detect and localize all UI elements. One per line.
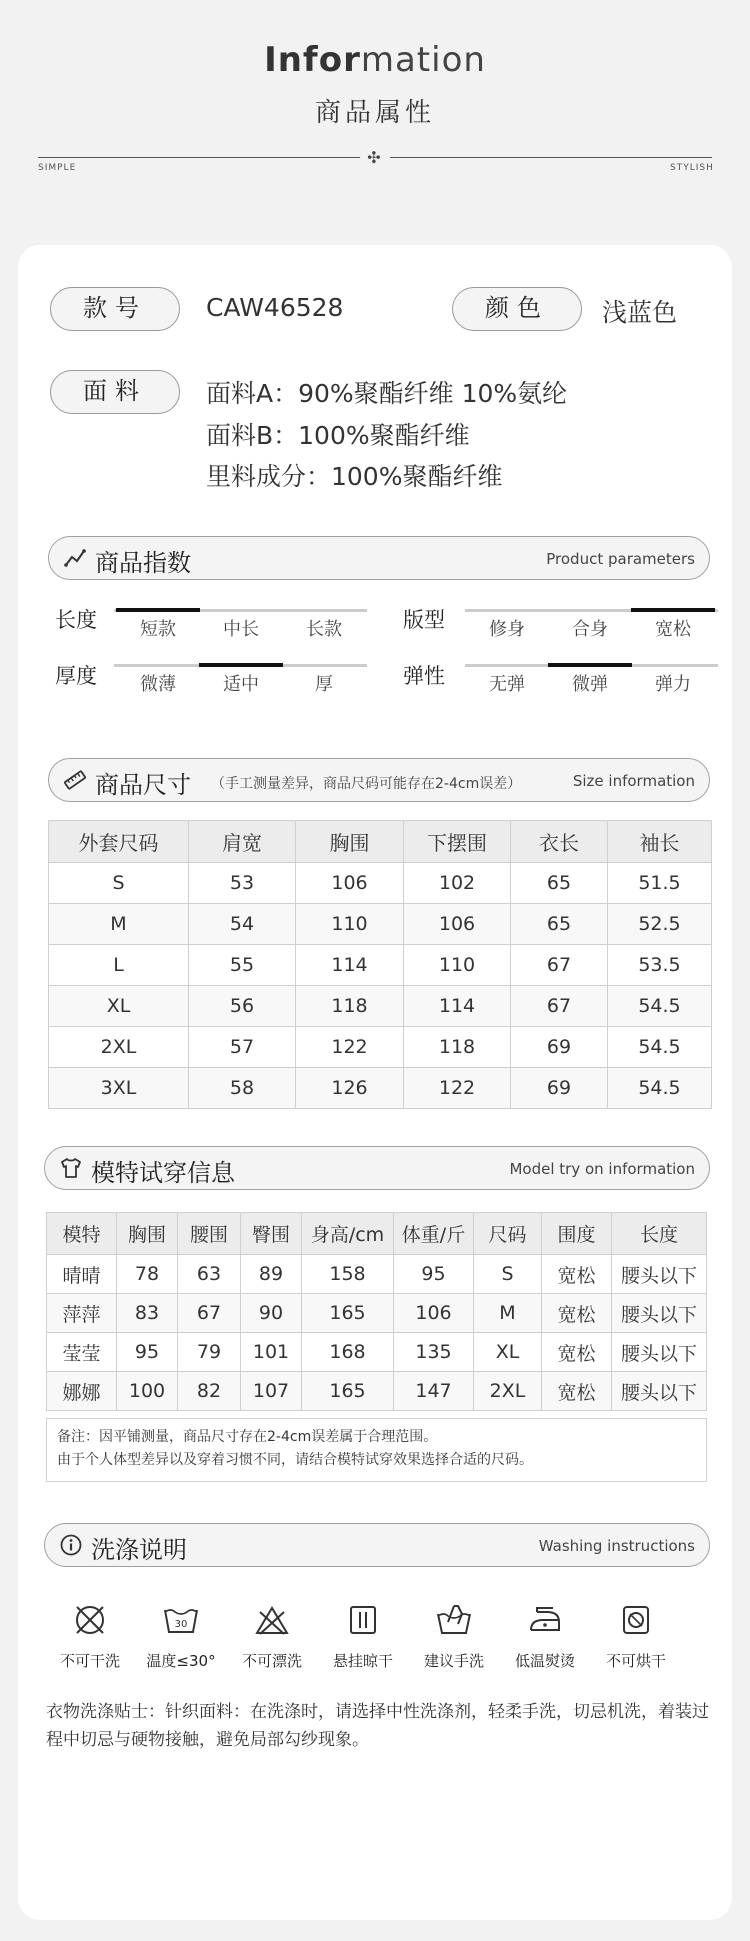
- table-cell: 54: [189, 904, 296, 945]
- wash-label: 低温熨烫: [514, 1652, 575, 1670]
- info-icon: [59, 1533, 83, 1557]
- table-cell: 娜娜: [47, 1372, 117, 1411]
- header-subtitle: 商品属性: [314, 98, 435, 128]
- table-cell: 宽松: [542, 1333, 612, 1372]
- model-section-header: [44, 1146, 710, 1190]
- table-cell: 122: [404, 1068, 511, 1109]
- hang-dry-icon: [343, 1600, 383, 1640]
- table-cell: 168: [302, 1333, 394, 1372]
- param-thickness-selected: [199, 663, 283, 667]
- color-label: 颜色: [452, 287, 582, 331]
- model-table-row: [47, 1372, 707, 1411]
- wash-item: [227, 1600, 317, 1671]
- param-fit-label: 版型: [403, 608, 445, 632]
- model-col-header: 臀围: [241, 1213, 302, 1255]
- params-section-header: [48, 536, 710, 580]
- remark-line: 由于个人体型差异以及穿着习惯不同，请结合模特试穿效果选择合适的尺码。: [57, 1452, 533, 1468]
- table-cell: 65: [511, 863, 608, 904]
- model-table-row: [47, 1333, 707, 1372]
- table-cell: 110: [404, 945, 511, 986]
- size-table: [48, 820, 712, 1109]
- no-bleach-icon: [252, 1600, 292, 1640]
- table-cell: XL: [49, 986, 189, 1027]
- param-elasticity-option: 弹力: [655, 674, 691, 695]
- table-cell: S: [474, 1255, 542, 1294]
- table-cell: 106: [296, 863, 404, 904]
- param-length-option: 中长: [223, 619, 259, 640]
- table-cell: 宽松: [542, 1294, 612, 1333]
- table-cell: 83: [117, 1294, 178, 1333]
- table-cell: 106: [404, 904, 511, 945]
- cross-ornament-icon: ✣: [367, 148, 381, 167]
- table-cell: 55: [189, 945, 296, 986]
- size-title: 商品尺寸: [95, 771, 191, 799]
- param-thickness-option: 厚: [315, 674, 333, 695]
- param-fit-option: 合身: [572, 619, 608, 640]
- table-cell: XL: [474, 1333, 542, 1372]
- table-cell: 122: [296, 1027, 404, 1068]
- no-tumble-dry-icon: [616, 1600, 656, 1640]
- shirt-icon: [59, 1156, 83, 1180]
- table-cell: 126: [296, 1068, 404, 1109]
- model-title-en: Model try on information: [509, 1160, 695, 1178]
- washing-title: 洗涤说明: [91, 1536, 187, 1564]
- table-cell: 萍萍: [47, 1294, 117, 1333]
- wash-label: 悬挂晾干: [332, 1652, 393, 1670]
- ruler-icon: [63, 768, 87, 792]
- table-cell: 腰头以下: [612, 1372, 707, 1411]
- model-col-header: 身高/cm: [302, 1213, 394, 1255]
- table-cell: 106: [394, 1294, 474, 1333]
- model-col-header: 围度: [542, 1213, 612, 1255]
- fabric-line-lining: 里料成分：100%聚酯纤维: [206, 462, 503, 491]
- model-remark: [46, 1418, 707, 1482]
- table-cell: 53.5: [608, 945, 712, 986]
- param-length-label: 长度: [55, 608, 97, 632]
- header-divider-left: [38, 157, 360, 158]
- model-col-header: 模特: [47, 1213, 117, 1255]
- table-cell: 158: [302, 1255, 394, 1294]
- table-cell: 腰头以下: [612, 1333, 707, 1372]
- table-cell: 90: [241, 1294, 302, 1333]
- table-cell: 67: [511, 986, 608, 1027]
- header-tag-left: SIMPLE: [38, 163, 77, 173]
- param-thickness-option: 微薄: [140, 674, 176, 695]
- table-cell: 67: [511, 945, 608, 986]
- table-cell: 82: [178, 1372, 241, 1411]
- wash-label: 建议手洗: [423, 1652, 484, 1670]
- param-fit-option: 修身: [489, 619, 525, 640]
- no-dry-clean-icon: [70, 1600, 110, 1640]
- model-table: [46, 1212, 707, 1411]
- fabric-line-a: 面料A：90%聚酯纤维 10%氨纶: [206, 379, 568, 408]
- table-cell: 2XL: [474, 1372, 542, 1411]
- param-thickness-option: 适中: [223, 674, 259, 695]
- param-elasticity-selected: [548, 663, 632, 667]
- wash-item: [136, 1600, 226, 1671]
- size-table-row: [49, 863, 712, 904]
- table-cell: 107: [241, 1372, 302, 1411]
- table-cell: 165: [302, 1372, 394, 1411]
- wash-item: [500, 1600, 590, 1671]
- model-col-header: 体重/斤: [394, 1213, 474, 1255]
- table-cell: 57: [189, 1027, 296, 1068]
- size-title-en: Size information: [572, 772, 695, 790]
- fabric-line-b: 面料B：100%聚酯纤维: [206, 421, 470, 450]
- model-title: 模特试穿信息: [91, 1159, 235, 1187]
- size-table-row: [49, 1027, 712, 1068]
- model-col-header: 腰围: [178, 1213, 241, 1255]
- table-cell: 58: [189, 1068, 296, 1109]
- table-cell: 69: [511, 1027, 608, 1068]
- table-cell: 54.5: [608, 986, 712, 1027]
- param-length-selected: [116, 608, 200, 612]
- table-cell: 宽松: [542, 1372, 612, 1411]
- style-number-label: 款号: [50, 287, 180, 331]
- header-divider-right: [390, 157, 712, 158]
- model-col-header: 长度: [612, 1213, 707, 1255]
- size-table-row: [49, 904, 712, 945]
- wash-label: 不可烘干: [605, 1652, 666, 1670]
- fabric-label: 面料: [50, 370, 180, 414]
- size-col-header: 下摆围: [404, 821, 511, 863]
- table-cell: 165: [302, 1294, 394, 1333]
- param-fit-selected: [631, 608, 715, 612]
- size-table-row: [49, 986, 712, 1027]
- size-col-header: 衣长: [511, 821, 608, 863]
- size-table-row: [49, 1068, 712, 1109]
- param-fit-option: 宽松: [655, 619, 691, 640]
- low-iron-icon: [525, 1600, 565, 1640]
- table-cell: 102: [404, 863, 511, 904]
- table-cell: 56: [189, 986, 296, 1027]
- table-cell: 89: [241, 1255, 302, 1294]
- table-cell: 78: [117, 1255, 178, 1294]
- table-cell: 110: [296, 904, 404, 945]
- table-cell: 2XL: [49, 1027, 189, 1068]
- washing-title-en: Washing instructions: [538, 1537, 695, 1555]
- table-cell: 53: [189, 863, 296, 904]
- size-col-header: 外套尺码: [49, 821, 189, 863]
- hand-wash-icon: [434, 1600, 474, 1640]
- wash-label: 不可漂洗: [241, 1652, 302, 1670]
- wash-item: [318, 1600, 408, 1671]
- size-col-header: 肩宽: [189, 821, 296, 863]
- params-title: 商品指数: [95, 549, 191, 577]
- trend-line-icon: [63, 546, 87, 570]
- wash-temperature: 30: [174, 1619, 188, 1630]
- table-cell: 54.5: [608, 1068, 712, 1109]
- table-cell: 腰头以下: [612, 1255, 707, 1294]
- table-cell: 63: [178, 1255, 241, 1294]
- wash-label: 不可干洗: [59, 1652, 120, 1670]
- size-col-header: 袖长: [608, 821, 712, 863]
- model-table-row: [47, 1294, 707, 1333]
- style-number-value: CAW46528: [206, 293, 344, 322]
- table-cell: 135: [394, 1333, 474, 1372]
- header-title: [0, 40, 750, 80]
- table-cell: M: [474, 1294, 542, 1333]
- header-title-rest: mation: [360, 40, 486, 80]
- table-cell: 腰头以下: [612, 1294, 707, 1333]
- params-title-en: Product parameters: [546, 550, 695, 568]
- size-note: （手工测量差异，商品尺码可能存在2-4cm误差）: [211, 776, 522, 792]
- table-cell: 114: [404, 986, 511, 1027]
- table-cell: 79: [178, 1333, 241, 1372]
- size-table-row: [49, 945, 712, 986]
- wash-label: 温度≤30°: [146, 1652, 216, 1670]
- table-cell: 118: [296, 986, 404, 1027]
- wash-30-icon: [161, 1600, 201, 1640]
- size-table-header: [49, 821, 712, 863]
- remark-line: 备注：因平铺测量，商品尺寸存在2-4cm误差属于合理范围。: [57, 1429, 438, 1445]
- model-table-row: [47, 1255, 707, 1294]
- param-thickness-label: 厚度: [55, 664, 97, 688]
- table-cell: 95: [117, 1333, 178, 1372]
- model-table-header: [47, 1213, 707, 1255]
- size-col-header: 胸围: [296, 821, 404, 863]
- table-cell: 52.5: [608, 904, 712, 945]
- table-cell: 118: [404, 1027, 511, 1068]
- param-elasticity-option: 无弹: [489, 674, 525, 695]
- table-cell: 95: [394, 1255, 474, 1294]
- table-cell: 100: [117, 1372, 178, 1411]
- table-cell: S: [49, 863, 189, 904]
- table-cell: 114: [296, 945, 404, 986]
- table-cell: 54.5: [608, 1027, 712, 1068]
- model-col-header: 胸围: [117, 1213, 178, 1255]
- color-value: 浅蓝色: [602, 298, 678, 327]
- washing-section-header: [44, 1523, 710, 1567]
- wash-item: [409, 1600, 499, 1671]
- table-cell: 67: [178, 1294, 241, 1333]
- param-length-option: 长款: [306, 619, 342, 640]
- table-cell: 3XL: [49, 1068, 189, 1109]
- param-elasticity-option: 微弹: [572, 674, 608, 695]
- washing-tip: 衣物洗涤贴士：针织面料：在洗涤时，请选择中性洗涤剂，轻柔手洗，切忌机洗，着装过程中切忌与硬物接触，避免局部勾纱现象。: [46, 1702, 709, 1750]
- header-title-bold: Infor: [264, 40, 361, 80]
- table-cell: M: [49, 904, 189, 945]
- table-cell: 晴晴: [47, 1255, 117, 1294]
- table-cell: 莹莹: [47, 1333, 117, 1372]
- table-cell: 69: [511, 1068, 608, 1109]
- model-col-header: 尺码: [474, 1213, 542, 1255]
- table-cell: 宽松: [542, 1255, 612, 1294]
- size-section-header: [48, 758, 710, 802]
- wash-item: [45, 1600, 135, 1671]
- header-tag-right: STYLISH: [670, 163, 714, 173]
- param-elasticity-label: 弹性: [403, 664, 445, 688]
- table-cell: 101: [241, 1333, 302, 1372]
- wash-item: [591, 1600, 681, 1671]
- param-length-option: 短款: [140, 619, 176, 640]
- table-cell: 147: [394, 1372, 474, 1411]
- table-cell: L: [49, 945, 189, 986]
- table-cell: 51.5: [608, 863, 712, 904]
- table-cell: 65: [511, 904, 608, 945]
